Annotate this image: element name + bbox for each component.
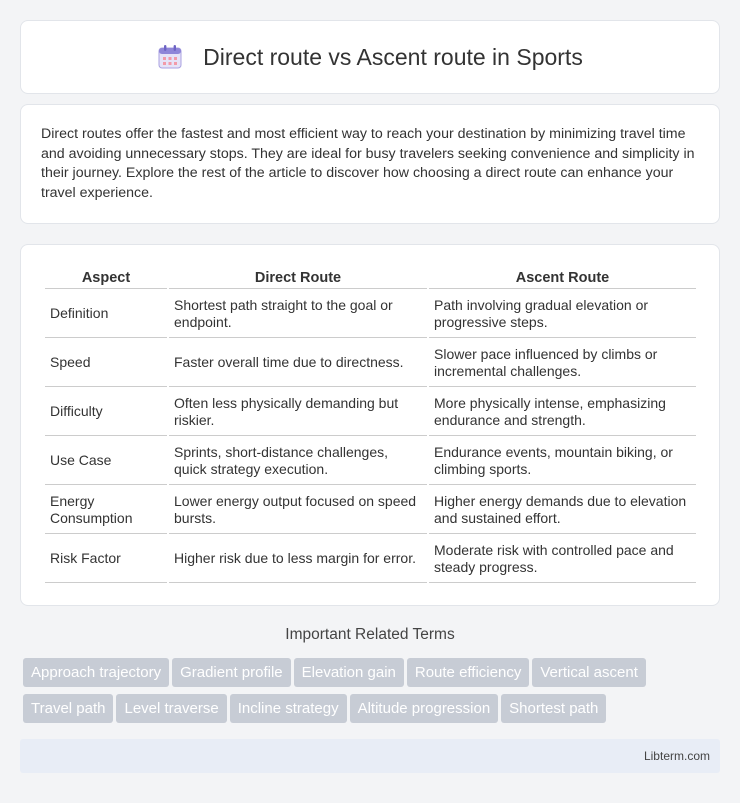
direct-cell: Often less physically demanding but riskier. — [169, 389, 427, 436]
intro-text: Direct routes offer the fastest and most efficient way to reach your destination by minimizing travel time and avoiding unnecessary stops. They are ideal for busy travelers seeking convenience and simplicity in their journey. Explore the rest of the article to discover how choosing a direct route can enhance your travel experience. — [41, 126, 695, 201]
ascent-cell: Path involving gradual elevation or progressive steps. — [429, 291, 696, 338]
tag-level-traverse[interactable]: Level traverse — [116, 694, 226, 723]
table-row — [45, 536, 696, 583]
tag-approach-trajectory[interactable]: Approach trajectory — [23, 658, 169, 687]
comparison-card — [20, 244, 720, 606]
header-ascent-route: Ascent Route — [429, 267, 696, 289]
table-row — [45, 389, 696, 436]
tag-elevation-gain[interactable]: Elevation gain — [294, 658, 404, 687]
comparison-table — [43, 265, 698, 585]
tag-gradient-profile[interactable]: Gradient profile — [172, 658, 291, 687]
tag-altitude-progression[interactable]: Altitude progression — [350, 694, 499, 723]
aspect-cell: Speed — [45, 340, 167, 387]
direct-cell: Sprints, short-distance challenges, quick strategy execution. — [169, 438, 427, 485]
footer-site-link[interactable]: Libterm.com — [643, 749, 710, 763]
ascent-cell: Higher energy demands due to elevation and sustained effort. — [429, 487, 696, 534]
header-direct-route: Direct Route — [169, 267, 427, 289]
aspect-cell: Energy Consumption — [45, 487, 167, 534]
footer — [20, 739, 720, 773]
tag-shortest-path[interactable]: Shortest path — [501, 694, 606, 723]
direct-cell: Faster overall time due to directness. — [169, 340, 427, 387]
aspect-cell: Difficulty — [45, 389, 167, 436]
direct-cell: Lower energy output focused on speed bursts. — [169, 487, 427, 534]
tag-incline-strategy[interactable]: Incline strategy — [230, 694, 347, 723]
table-row — [45, 438, 696, 485]
table-row — [45, 291, 696, 338]
ascent-cell: Moderate risk with controlled pace and steady progress. — [429, 536, 696, 583]
ascent-cell: More physically intense, emphasizing endurance and strength. — [429, 389, 696, 436]
direct-cell: Shortest path straight to the goal or endpoint. — [169, 291, 427, 338]
tag-travel-path[interactable]: Travel path — [23, 694, 113, 723]
related-terms-section — [0, 626, 740, 644]
intro-card — [20, 104, 720, 224]
related-terms-title: Important Related Terms — [285, 626, 455, 643]
tag-route-efficiency[interactable]: Route efficiency — [407, 658, 529, 687]
tag-vertical-ascent[interactable]: Vertical ascent — [532, 658, 646, 687]
ascent-cell: Endurance events, mountain biking, or climbing sports. — [429, 438, 696, 485]
table-row — [45, 487, 696, 534]
aspect-cell: Risk Factor — [45, 536, 167, 583]
aspect-cell: Definition — [45, 291, 167, 338]
calendar-icon — [157, 44, 183, 70]
direct-cell: Higher risk due to less margin for error. — [169, 536, 427, 583]
table-header-row — [45, 267, 696, 289]
page-title: Direct route vs Ascent route in Sports — [203, 43, 583, 70]
ascent-cell: Slower pace influenced by climbs or incremental challenges. — [429, 340, 696, 387]
table-row — [45, 340, 696, 387]
aspect-cell: Use Case — [45, 438, 167, 485]
header-aspect: Aspect — [45, 267, 167, 289]
related-tags — [23, 658, 723, 730]
title-card — [20, 20, 720, 94]
